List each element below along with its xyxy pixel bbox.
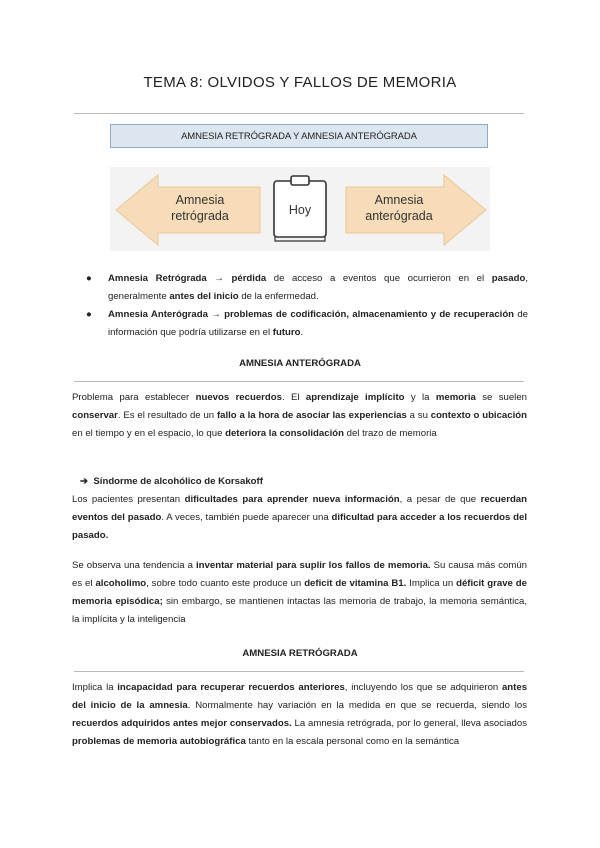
list-item: ● Amnesia Retrógrada → pérdida de acceso a eventos que ocurrieron en el pasado, generalmente antes del inicio de la enfermedad. <box>80 270 528 306</box>
right-label-line2: anterógrada <box>365 209 433 223</box>
definitions-list <box>80 270 528 342</box>
paragraph-retrograda: Implica la incapacidad para recuperar recuerdos anteriores, incluyendo los que se adquirieron antes del inicio de la amnesia. Normalmente hay variación en la medida en que se recuerda, siendo los recuerdos adquiridos antes mejor conservados. La amnesia retrógrada, por lo general, lleva asociados problemas de memoria autobiográfica tanto en la escala personal como en la semántica <box>72 682 528 747</box>
left-label-line1: Amnesia <box>175 193 225 207</box>
section-divider <box>74 381 524 382</box>
section-divider <box>74 671 524 672</box>
bullet-dot: ● <box>86 309 92 320</box>
page-title: TEMA 8: OLVIDOS Y FALLOS DE MEMORIA <box>143 74 457 91</box>
section-title-retrograda: AMNESIA RETRÓGRADA <box>242 648 358 659</box>
amnesia-timeline-diagram <box>110 167 490 251</box>
right-label-line1: Amnesia <box>374 193 424 207</box>
arrow-icon: ➔ <box>80 476 89 487</box>
paragraph-anterograda: Problema para establecer nuevos recuerdos. El aprendizaje implícito y la memoria se suelen conservar. Es el resultado de un fallo a la hora de asociar las experiencias a su contexto o ubicación en el tiempo y en el espacio, lo que deteriora la consolidación del trazo de memoria <box>72 392 527 439</box>
korsakoff-heading: ➔ Síndorme de alcohólico de Korsakoff <box>80 476 263 487</box>
section-title-anterograda: AMNESIA ANTERÓGRADA <box>239 358 361 369</box>
paragraph-causes: Se observa una tendencia a inventar material para suplir los fallos de memoria. Su causa más común es el alcoholimo, sobre todo cuanto este produce un deficit de vitamina B1. Implica un déficit grave de memoria episódica; sin embargo, se mantienen intactas las memoria de trabajo, la memoria semántica, la implícita y la inteligencia <box>72 560 528 625</box>
section-banner: AMNESIA RETRÓGRADA Y AMNESIA ANTERÓGRADA <box>110 124 488 148</box>
center-label: Hoy <box>288 203 312 217</box>
title-divider <box>74 113 524 114</box>
bullet-dot: ● <box>86 273 92 284</box>
paragraph-korsakoff: Los pacientes presentan dificultades para aprender nueva información, a pesar de que recuerdan eventos del pasado. A veces, también puede aparecer una dificultad para acceder a los recuerdos del pasado. <box>72 494 527 541</box>
left-label-line2: retrógrada <box>171 209 229 223</box>
list-item: ● Amnesia Anterógrada → problemas de codificación, almacenamiento y de recuperación de información que podría utilizarse en el futuro. <box>80 306 528 342</box>
